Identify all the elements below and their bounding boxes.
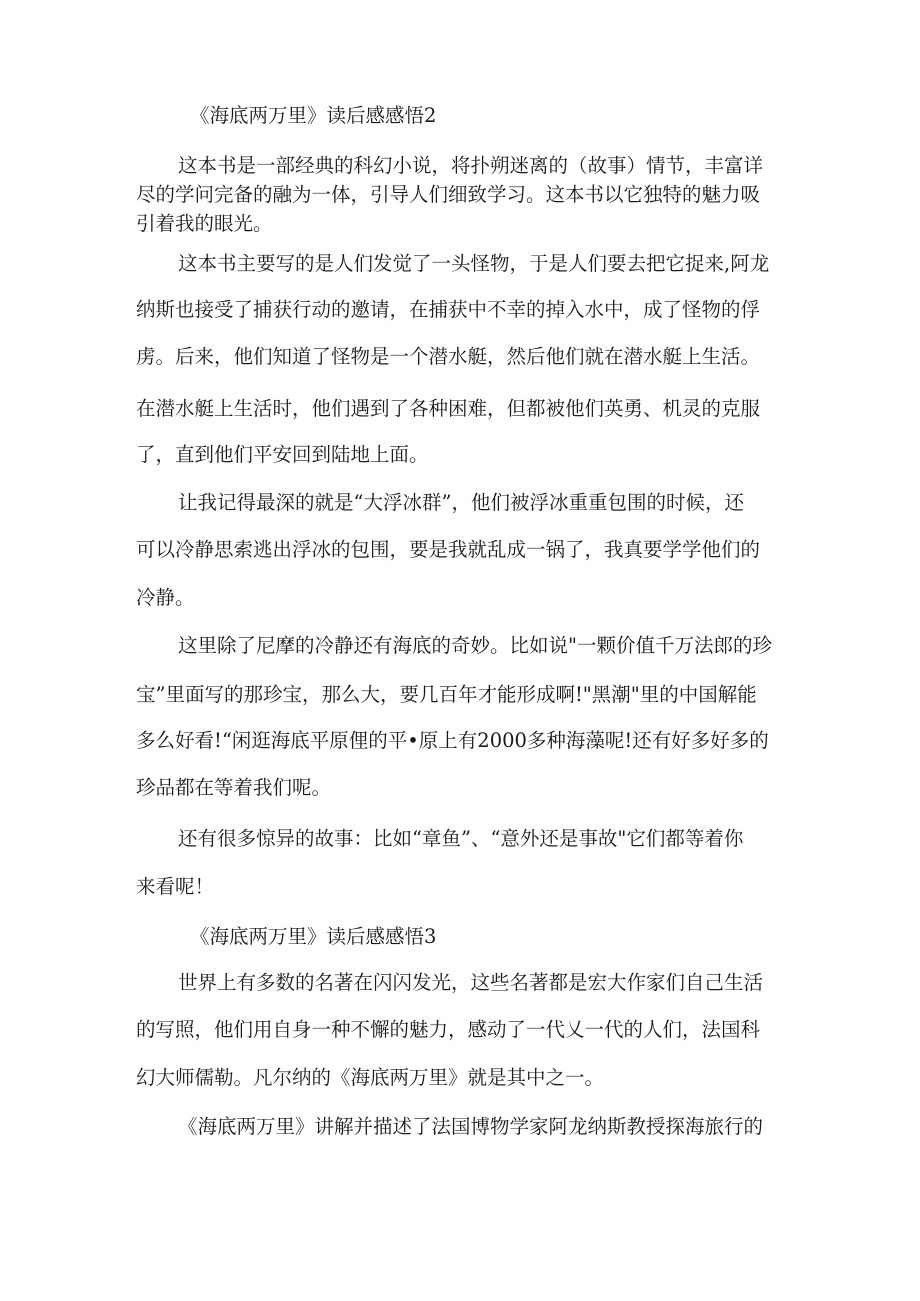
paragraph-line: 多么好看!“闲逛海底平原俚的平•原上有2000多种海藻呢!还有好多好多的: [136, 729, 769, 752]
paragraph-line: 尽的学问完备的融为一体，引导人们细致学习。这本书以它独特的魅力吸: [136, 183, 761, 206]
paragraph-line: 了，直到他们平安回到陆地上面。: [136, 443, 429, 466]
paragraph-line: 可以冷静思索逃出浮冰的包围，要是我就乱成一锅了，我真要学学他们的: [136, 538, 761, 561]
paragraph-line: 让我记得最深的就是“大浮冰群”，他们被浮冰重重包围的时候，还: [178, 491, 744, 514]
section-heading: 《海底两万里》读后感感悟3: [190, 925, 437, 948]
section-heading: 《海底两万里》读后感感悟2: [190, 104, 437, 127]
paragraph-line: 引着我的眼光。: [136, 212, 273, 235]
paragraph-line: 珍品都在等着我们呢。: [136, 776, 332, 799]
paragraph-line: 纳斯也接受了捕获行动的邀请，在捕获中不幸的掉入水中，成了怪物的俘: [136, 298, 761, 321]
paragraph-line: 幻大师儒勒。凡尔纳的《海底两万里》就是其中之一。: [136, 1066, 605, 1089]
paragraph-line: 虏。后来，他们知道了怪物是一个潜水艇，然后他们就在潜水艇上生活。: [136, 345, 761, 368]
paragraph-line: 这本书是一部经典的科幻小说，将扑朔迷离的（故事）情节，丰富详: [178, 154, 764, 177]
paragraph-line: 这里除了尼摩的冷静还有海底的奇妙。比如说"一颗价值千万法郎的珍: [178, 634, 772, 657]
paragraph-line: 在潜水艇上生活时，他们遇到了各种困难，但都被他们英勇、机灵的克服: [136, 397, 761, 420]
paragraph-line: 宝”里面写的那珍宝，那么大，要几百年才能形成啊!"黑潮"里的中国解能: [136, 683, 757, 706]
paragraph-line: 世界上有多数的名著在闪闪发光，这些名著都是宏大作家们自己生活: [178, 971, 764, 994]
paragraph-line: 还有很多惊异的故事：比如“章鱼”、“意外还是事故"它们都等着你: [178, 827, 744, 850]
paragraph-line: 的写照，他们用自身一种不懈的魅力，感动了一代乂一代的人们，法国科: [136, 1018, 761, 1041]
paragraph-line: 这本书主要写的是人们发觉了一头怪物，于是人们要去把它捉来,阿龙: [178, 252, 770, 275]
paragraph-line: 《海底两万里》讲解并描述了法国博物学家阿龙纳斯教授探海旅行的: [178, 1115, 764, 1138]
paragraph-line: 冷静。: [136, 586, 195, 609]
paragraph-line: 来看呢！: [136, 875, 215, 898]
